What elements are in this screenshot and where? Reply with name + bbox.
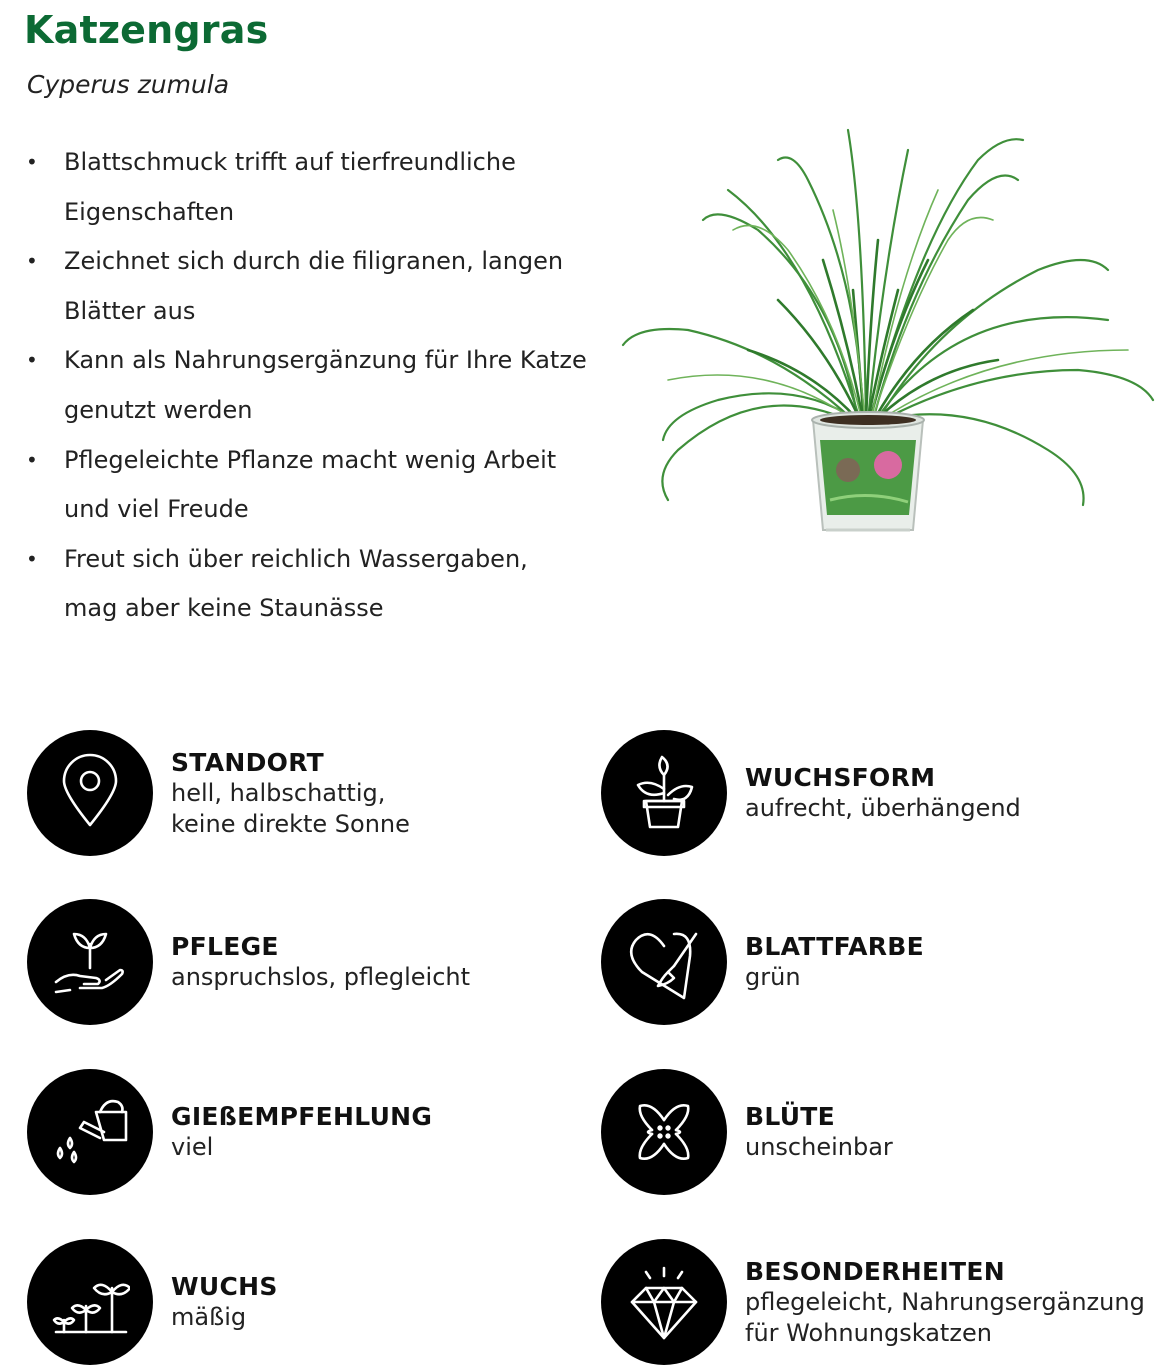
- feature-value: unscheinbar: [745, 1133, 893, 1161]
- potted-plant-icon: [601, 730, 727, 856]
- feature-label: BLATTFARBE: [745, 932, 925, 961]
- bullet-dot: •: [26, 546, 38, 571]
- bullet-text-line: Eigenschaften: [64, 197, 235, 226]
- feature-label: BLÜTE: [745, 1102, 836, 1131]
- bullet-dot: •: [26, 348, 38, 373]
- diamond-icon: [601, 1239, 727, 1365]
- feature-blattfarbe: [601, 899, 924, 1025]
- bullet-text-line: Freut sich über reichlich Wassergaben,: [64, 544, 528, 573]
- bullet-dot: •: [26, 150, 38, 174]
- feature-wuchsform: [601, 730, 1021, 856]
- feature-besonderheiten: [601, 1239, 1145, 1365]
- feature-value: anspruchslos, pflegleicht: [171, 963, 471, 991]
- bullet-item: [22, 237, 592, 336]
- feature-value: mäßig: [171, 1303, 247, 1331]
- feature-value: keine direkte Sonne: [171, 809, 410, 838]
- cat-grass-plant-image: [608, 120, 1164, 550]
- feature-value: pflegeleicht, Nahrungsergänzung: [745, 1287, 1145, 1316]
- bullet-text-line: Zeichnet sich durch die filigranen, langen: [64, 247, 564, 276]
- latin-name: Cyperus zumula: [27, 70, 230, 99]
- feature-giessempfehlung: [27, 1069, 432, 1195]
- feature-wuchs: [27, 1239, 278, 1365]
- seedlings-icon: [27, 1239, 153, 1365]
- feature-value: grün: [745, 963, 801, 991]
- bullet-text-line: Kann als Nahrungsergänzung für Ihre Katze: [64, 346, 587, 375]
- leaf-brush-icon: [601, 899, 727, 1025]
- watering-can-icon: [27, 1069, 153, 1195]
- bullet-dot: •: [26, 249, 38, 274]
- feature-label: PFLEGE: [171, 932, 279, 961]
- feature-bluete: [601, 1069, 893, 1195]
- feature-label: GIEßEMPFEHLUNG: [171, 1102, 433, 1131]
- location-pin-icon: [27, 730, 153, 856]
- feature-value: aufrecht, überhängend: [745, 794, 1021, 822]
- bullet-item: [22, 138, 592, 237]
- feature-standort: [27, 730, 410, 856]
- flower-icon: [601, 1069, 727, 1195]
- feature-value: hell, halbschattig,: [171, 778, 386, 807]
- feature-label: STANDORT: [171, 747, 324, 777]
- feature-pflege: [27, 899, 470, 1025]
- bullet-text-line: Blätter aus: [64, 296, 196, 325]
- feature-label: WUCHS: [171, 1272, 278, 1301]
- feature-value: für Wohnungskatzen: [745, 1318, 992, 1347]
- bullet-dot: •: [26, 447, 38, 472]
- product-title: Katzengras: [24, 8, 269, 52]
- hand-sprout-icon: [27, 899, 153, 1025]
- bullet-text-line: Blattschmuck trifft auf tierfreundliche: [64, 148, 516, 176]
- bullet-item: [22, 535, 592, 634]
- bullet-item: [22, 436, 592, 535]
- feature-bullet-list: [22, 138, 592, 634]
- feature-label: WUCHSFORM: [745, 763, 936, 792]
- bullet-text-line: mag aber keine Staunässe: [64, 594, 384, 623]
- bullet-text-line: genutzt werden: [64, 395, 253, 424]
- bullet-text-line: und viel Freude: [64, 495, 249, 524]
- bullet-item: [22, 336, 592, 435]
- feature-label: BESONDERHEITEN: [745, 1256, 1005, 1286]
- bullet-text-line: Pflegeleichte Pflanze macht wenig Arbeit: [64, 445, 557, 474]
- feature-value: viel: [171, 1133, 214, 1161]
